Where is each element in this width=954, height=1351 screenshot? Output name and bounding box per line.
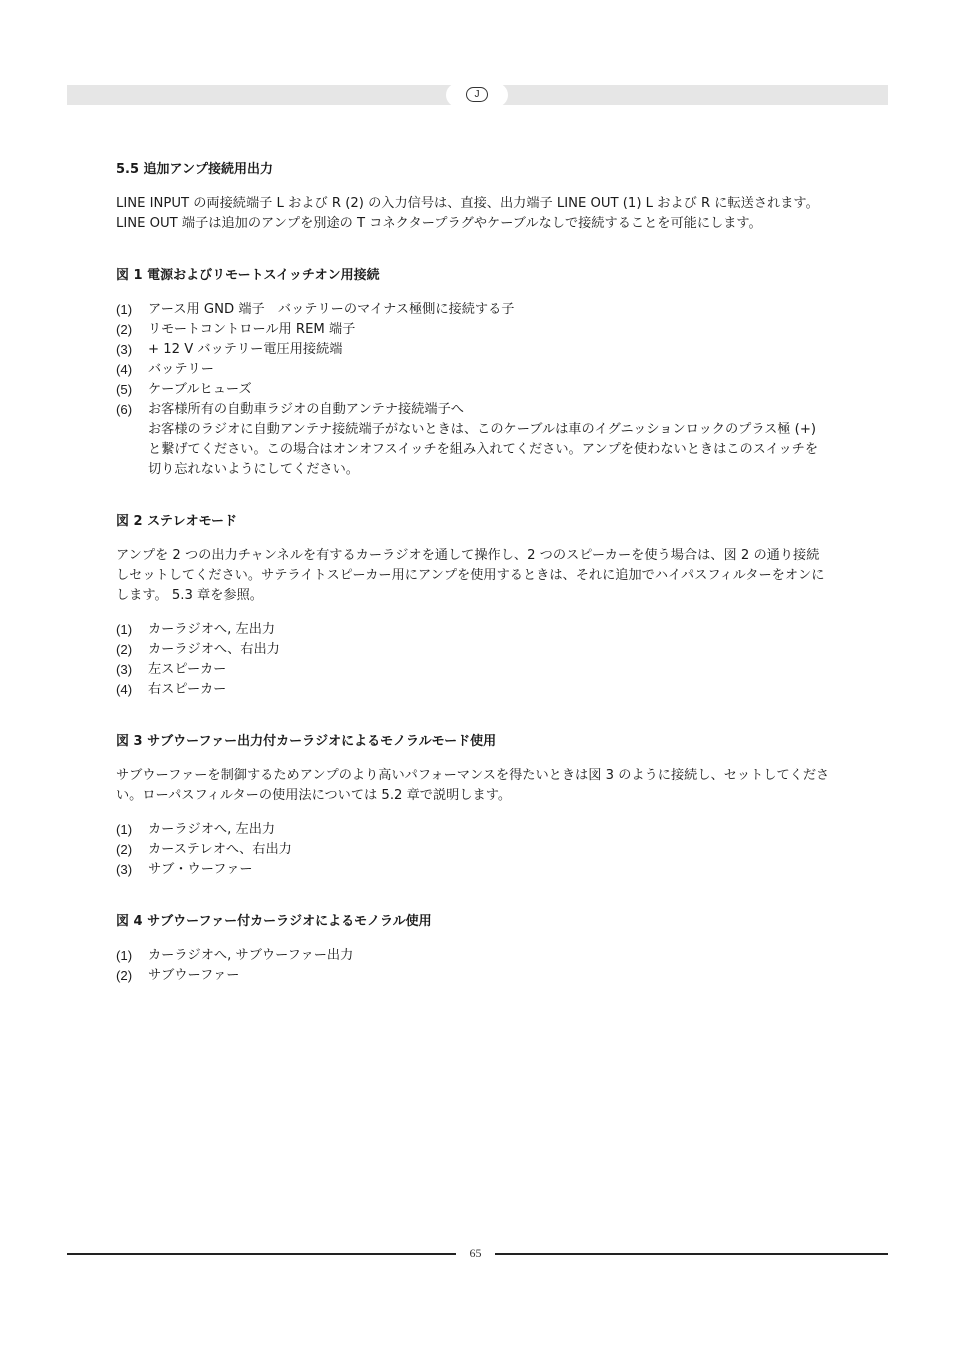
figure-2-paragraph: アンプを 2 つの出力チャンネルを有するカーラジオを通して操作し、2 つのスピーカーを使う場合は、図 2 の通り接続しセットしてください。サテライトスピーカー用にアンプを使用するときは、それに追加でハイパスフィルターをオンにします。 5.3 章を参照。 [116,548,825,603]
figure-2-title: 図 2 ステレオモード [116,514,238,529]
item-number: (1) [116,302,133,317]
item-number: (1) [116,822,133,837]
item-number: (1) [116,622,133,637]
list-item [116,680,831,700]
item-text: カーラジオへ, 左出力 [148,822,276,837]
list-item [116,300,831,320]
figure-2-list [116,620,831,700]
item-text: サブ・ウーファー [148,862,253,877]
item-number: (3) [116,862,133,877]
item-text: リモートコントロール用 REM 端子 [148,322,356,337]
language-badge: J [466,87,488,102]
figure-4-list [116,946,831,986]
item-text: 右スピーカー [148,682,227,697]
list-item [116,660,831,680]
footer-rule-right [495,1253,888,1255]
item-number: (5) [116,382,133,397]
list-item [116,640,831,660]
list-item [116,820,831,840]
list-item [116,360,831,380]
list-item [116,966,831,986]
section-title: 5.5 追加アンプ接続用出力 [116,162,274,177]
figure-1-title: 図 1 電源およびリモートスイッチオン用接続 [116,268,380,283]
item-number: (4) [116,682,133,697]
list-item [116,620,831,640]
list-item [116,400,831,420]
item-text: + 12 V バッテリー電圧用接続端 [148,342,343,357]
footer-rule-left [67,1253,456,1255]
item-number: (3) [116,342,133,357]
item-text: アース用 GND 端子 バッテリーのマイナス極側に接続する子 [148,302,515,317]
page-content [116,160,831,986]
item-text: お客様所有の自動車ラジオの自動アンテナ接続端子へ [148,402,464,417]
list-item [116,860,831,880]
item-text: 左スピーカー [148,662,227,677]
list-item-note [116,420,831,480]
item-number: (2) [116,842,133,857]
item-number: (3) [116,662,133,677]
item-text: カーステレオへ、右出力 [148,842,292,857]
figure-3-paragraph: サブウーファーを制御するためアンプのより高いパフォーマンスを得たいときは図 3 のように接続し、セットしてください。ローパスフィルターの使用法については 5.2 章で説明します。 [116,768,830,803]
list-item [116,946,831,966]
item-number: (4) [116,362,133,377]
list-item [116,840,831,860]
figure-4-title: 図 4 サブウーファー付カーラジオによるモノラル使用 [116,914,432,929]
page-number: 65 [469,1246,482,1260]
item-text: カーラジオへ, サブウーファー出力 [148,948,354,963]
figure-3-title: 図 3 サブウーファー出力付カーラジオによるモノラルモード使用 [116,734,497,749]
section-paragraph: LINE INPUT の両接続端子 L および R (2) の入力信号は、直接、出力端子 LINE OUT (1) L および R に転送されます。LINE OUT 端子は追加のアンプを別途の T コネクタープラグやケーブルなしで接続することを可能にします。 [116,196,819,231]
item-number: (2) [116,642,133,657]
item-number: (2) [116,968,133,983]
list-item [116,340,831,360]
item-text: ケーブルヒューズ [148,382,252,397]
item-number: (6) [116,402,133,417]
item-note: お客様のラジオに自動アンテナ接続端子がないときは、このケーブルは車のイグニッションロックのプラス極 (+) と繋げてください。この場合はオンオフスイッチを組み入れてください。アンプを使わないときはこのスイッチを切り忘れないようにしてください。 [148,422,819,477]
item-text: バッテリー [148,362,214,377]
figure-3-list [116,820,831,880]
list-item [116,320,831,340]
item-text: サブウーファー [148,968,240,983]
item-text: カーラジオへ、右出力 [148,642,280,657]
figure-1-list [116,300,831,480]
item-number: (2) [116,322,133,337]
list-item [116,380,831,400]
item-text: カーラジオへ, 左出力 [148,622,276,637]
item-number: (1) [116,948,133,963]
